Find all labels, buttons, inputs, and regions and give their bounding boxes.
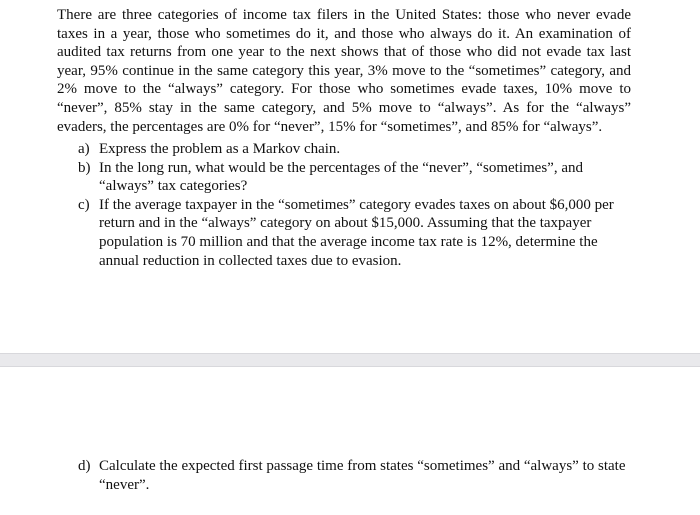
part-c-text: If the average taxpayer in the “sometimes” category evades taxes on about $6,000 per return and in the “always” category on about $15,000. Assuming that the taxpayer population is 70 million and that the average income tax rate is 12%, determine the annual reduction in collected taxes due to evasion. — [99, 196, 614, 269]
problem-page-bottom — [0, 367, 700, 515]
part-b-text: In the long run, what would be the percentages of the “never”, “sometimes”, and “always” tax categories? — [99, 159, 583, 195]
part-b-letter: b) — [78, 159, 91, 176]
part-a — [78, 140, 618, 159]
problem-intro: There are three categories of income tax filers in the United States: those who never evade taxes in a year, those who sometimes do it, and those who always do it. An examination of audited tax returns from one year to the next shows that of those who did not evade tax last year, 95% continue in the same category this year, 3% move to the “sometimes” category, and 2% move to the “always” category. For those who sometimes evade taxes, 10% move to “never”, 85% stay in the same category, and 5% move to “always”. As for the “always” evaders, the percentages are 0% for “never”, 15% for “sometimes”, and 85% for “always”. — [57, 7, 631, 135]
part-a-text: Express the problem as a Markov chain. — [99, 141, 341, 157]
part-a-letter: a) — [78, 141, 90, 157]
problem-parts-list — [78, 140, 618, 270]
part-d-text: Calculate the expected first passage time from states “sometimes” and “always” to state “never”. — [99, 458, 626, 493]
part-d — [78, 457, 638, 494]
part-d-letter: d) — [78, 458, 91, 474]
part-c — [78, 196, 618, 270]
page-divider — [0, 353, 700, 367]
part-b — [78, 159, 618, 196]
part-c-letter: c) — [78, 196, 90, 213]
